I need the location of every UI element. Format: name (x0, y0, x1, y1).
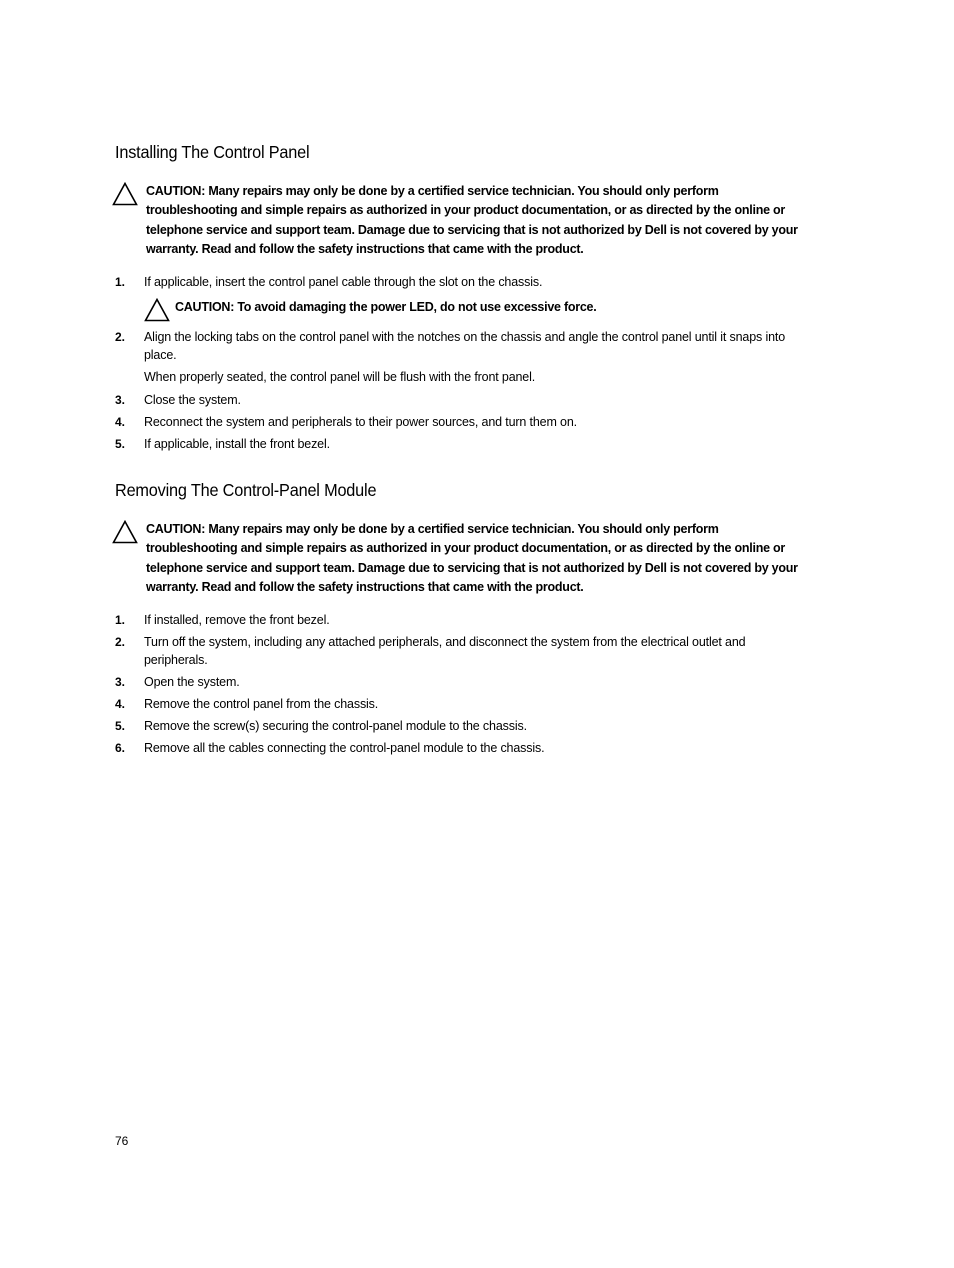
step-text: Remove the screw(s) securing the control-panel module to the chassis. (144, 719, 527, 733)
step-text: Remove the control panel from the chassis. (144, 697, 379, 711)
step-text: If applicable, install the front bezel. (144, 437, 330, 451)
caution-triangle-icon (112, 520, 138, 544)
list-item (115, 695, 795, 713)
list-item (115, 273, 795, 291)
page-number: 76 (115, 1134, 129, 1148)
section-heading-removing: Removing The Control-Panel Module (115, 480, 377, 500)
step-number: 2. (115, 330, 126, 344)
step-number: 1. (115, 613, 126, 627)
step-text: Turn off the system, including any attached peripherals, and disconnect the system from the electrical outlet and peripherals. (144, 635, 746, 667)
step-text: Open the system. (144, 675, 240, 689)
caution-text: CAUTION: Many repairs may only be done by a certified service technician. You should only perform troubleshooting and simple repairs as authorized in your product documentation, or as directed by the online or telephone service and support team. Damage due to servicing that is not authorized by Dell is not covered by your warranty. Read and follow the safety instructions that came with the product. (146, 522, 798, 594)
list-item (115, 391, 795, 409)
caution-triangle-icon (144, 298, 170, 322)
step-text: If applicable, insert the control panel cable through the slot on the chassis. (144, 275, 543, 289)
caution-triangle-icon (112, 182, 138, 206)
list-item (115, 413, 795, 431)
step-number: 5. (115, 719, 126, 733)
step-text: If installed, remove the front bezel. (144, 613, 330, 627)
step-number: 2. (115, 635, 126, 649)
step-number: 3. (115, 393, 126, 407)
step-number: 5. (115, 437, 126, 451)
step-number: 4. (115, 697, 126, 711)
list-item (115, 673, 795, 691)
list-item (115, 611, 795, 629)
caution-notice (112, 520, 812, 597)
caution-notice-inline (144, 298, 804, 317)
caution-notice (112, 182, 812, 259)
step-number: 1. (115, 275, 126, 289)
step-text: Reconnect the system and peripherals to their power sources, and turn them on. (144, 415, 577, 429)
caution-text: CAUTION: Many repairs may only be done by a certified service technician. You should only perform troubleshooting and simple repairs as authorized in your product documentation, or as directed by the online or telephone service and support team. Damage due to servicing that is not authorized by Dell is not covered by your warranty. Read and follow the safety instructions that came with the product. (146, 184, 798, 256)
step-number: 6. (115, 741, 126, 755)
list-item (115, 633, 795, 669)
step-text: Align the locking tabs on the control panel with the notches on the chassis and angle the control panel until it snaps into place. (144, 330, 786, 362)
step-text: Remove all the cables connecting the control-panel module to the chassis. (144, 741, 545, 755)
caution-text: CAUTION: To avoid damaging the power LED, do not use excessive force. (175, 300, 597, 314)
list-item (115, 717, 795, 735)
step-number: 4. (115, 415, 126, 429)
list-item (115, 435, 795, 453)
step-text: Close the system. (144, 393, 241, 407)
step-number: 3. (115, 675, 126, 689)
step-note: When properly seated, the control panel will be flush with the front panel. (144, 370, 536, 384)
list-item (115, 739, 795, 757)
section-heading-installing: Installing The Control Panel (115, 142, 310, 162)
list-item (115, 328, 795, 364)
